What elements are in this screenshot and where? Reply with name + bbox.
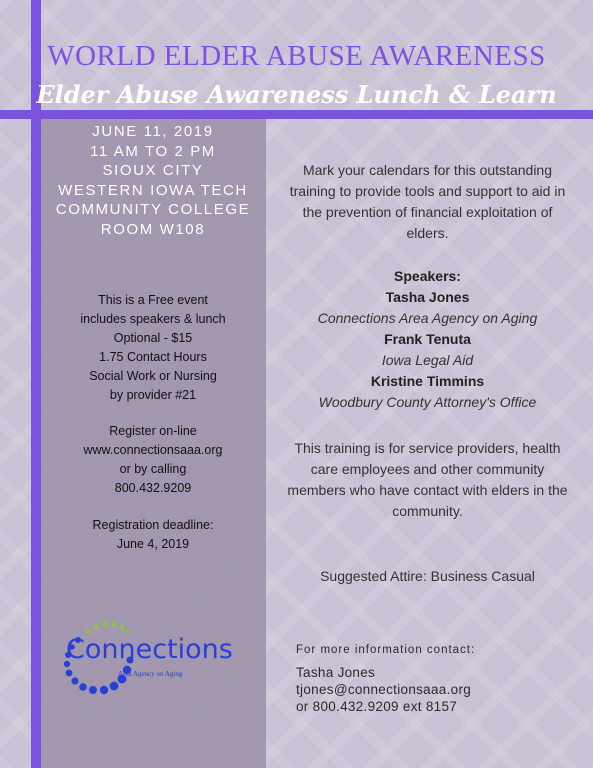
contact-name: Tasha Jones xyxy=(296,665,376,680)
detail-line: Social Work or Nursing xyxy=(89,369,217,383)
speakers-heading: Speakers: xyxy=(394,268,461,284)
detail-line: includes speakers & lunch xyxy=(80,312,226,326)
intro-text: Mark your calendars for this outstanding training to provide tools and support to aid in the prevention of financial exploitation of elders. xyxy=(289,162,566,241)
contact-block xyxy=(296,644,576,715)
deadline-date: June 4, 2019 xyxy=(116,537,190,551)
logo-name: Connections xyxy=(66,634,233,665)
detail-line: 1.75 Contact Hours xyxy=(99,350,207,364)
register-call-label: or by calling xyxy=(119,462,187,476)
deadline-label: Registration deadline: xyxy=(92,518,214,532)
speaker-name: Tasha Jones xyxy=(385,289,470,305)
speaker-name: Frank Tenuta xyxy=(384,331,471,347)
event-venue-line1: WESTERN IOWA TECH xyxy=(58,181,248,199)
detail-line: by provider #21 xyxy=(109,388,197,402)
speakers-block xyxy=(285,266,570,413)
logo-tagline: Area Agency on Aging xyxy=(118,670,183,678)
event-info-block xyxy=(40,122,266,239)
attire-text: Suggested Attire: Business Casual xyxy=(320,568,535,584)
contact-email-link[interactable]: tjones@connectionsaaa.org xyxy=(296,682,472,697)
register-label: Register on-line xyxy=(109,424,197,438)
speaker-name: Kristine Timmins xyxy=(370,373,485,389)
speaker-org: Woodbury County Attorney's Office xyxy=(318,394,537,410)
event-time: 11 AM TO 2 PM xyxy=(90,142,216,160)
page-title: WORLD ELDER ABUSE AWARENESS xyxy=(47,40,546,72)
registration-block xyxy=(40,422,266,498)
event-details-block xyxy=(40,291,266,405)
contact-heading: For more information contact: xyxy=(296,644,476,656)
event-date: JUNE 11, 2019 xyxy=(92,123,214,140)
register-phone[interactable]: 800.432.9209 xyxy=(114,481,192,495)
register-website-link[interactable]: www.connectionsaaa.org xyxy=(83,443,223,457)
event-venue-line2: COMMUNITY COLLEGE xyxy=(55,201,251,218)
horizontal-accent-bar xyxy=(0,110,593,119)
audience-text: This training is for service providers, health care employees and other community members who have contact with elders in the community. xyxy=(287,440,568,519)
speaker-org: Connections Area Agency on Aging xyxy=(317,310,538,326)
page-subtitle: Elder Abuse Awareness Lunch & Learn xyxy=(36,80,557,109)
speaker-org: Iowa Legal Aid xyxy=(381,352,474,368)
detail-line: This is a Free event xyxy=(98,293,208,307)
contact-phone[interactable]: or 800.432.9209 ext 8157 xyxy=(296,699,458,714)
event-city: SIOUX CITY xyxy=(102,162,204,179)
detail-line: Optional - $15 xyxy=(113,331,193,345)
event-room: ROOM W108 xyxy=(100,220,206,238)
connections-logo xyxy=(48,610,248,700)
deadline-block xyxy=(40,516,266,554)
